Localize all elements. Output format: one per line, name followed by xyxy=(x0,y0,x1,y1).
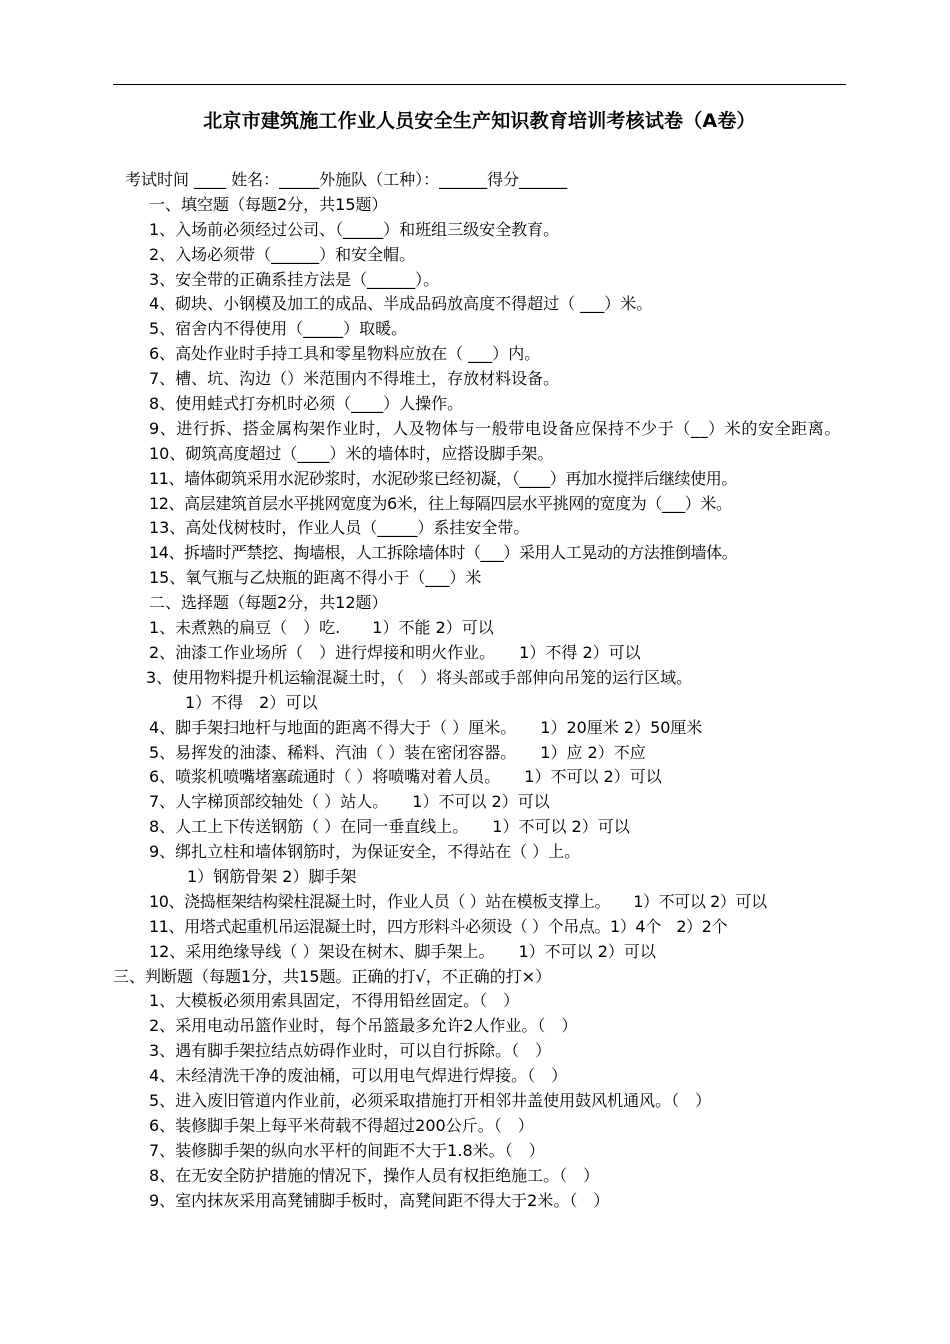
section1-question: 15、氧气瓶与乙炔瓶的距离不得小于（___）米 xyxy=(149,568,482,588)
section2-options: 1）钢筋骨架 2）脚手架 xyxy=(187,866,357,886)
section1-question: 4、砌块、小钢模及加工的成品、半成品码放高度不得超过（ ___）米。 xyxy=(149,294,653,314)
section1-question: 6、高处作业时手持工具和零星物料应放在（ ___）内。 xyxy=(149,344,541,364)
section1-question: 13、高处伐树枝时，作业人员（_____）系挂安全带。 xyxy=(149,518,530,538)
section1-question: 11、墙体砌筑采用水泥砂浆时，水泥砂浆已经初凝，（____）再加水搅拌后继续使用。 xyxy=(149,468,737,488)
section2-options: 1）不得 2）可以 xyxy=(185,692,318,712)
section3-question: 4、未经清洗干净的废油桶，可以用电气焊进行焊接。（ ） xyxy=(149,1066,568,1086)
section1-heading: 一、填空题（每题2分，共15题） xyxy=(149,194,388,214)
section1-question: 8、使用蛙式打夯机时必须（____）人操作。 xyxy=(149,394,464,414)
section2-question: 11、用塔式起重机吊运混凝土时，四方形料斗必须设（ ）个吊点。1）4个 2）2个 xyxy=(149,916,728,936)
section1-question: 3、安全带的正确系挂方法是（______）。 xyxy=(149,269,440,289)
section2-heading: 二、选择题（每题2分，共12题） xyxy=(149,593,388,613)
section2-question: 7、人字梯顶部绞轴处（ ）站人。 1）不可以 2）可以 xyxy=(149,792,550,812)
section3-heading: 三、判断题（每题1分，共15题。正确的打√，不正确的打×） xyxy=(113,966,552,986)
section2-question: 2、油漆工作业场所（ ）进行焊接和明火作业。 1）不得 2）可以 xyxy=(149,642,641,662)
section3-question: 9、室内抹灰采用高凳铺脚手板时，高凳间距不得大于2米。（ ） xyxy=(149,1190,610,1210)
section2-question: 6、喷浆机喷嘴堵塞疏通时（ ）将喷嘴对着人员。 1）不可以 2）可以 xyxy=(149,767,662,787)
section1-question: 14、拆墙时严禁挖、掏墙根，人工拆除墙体时（___）采用人工晃动的方法推倒墙体。 xyxy=(149,543,738,563)
section3-question: 6、装修脚手架上每平米荷载不得超过200公斤。（ ） xyxy=(149,1115,534,1135)
section3-question: 7、装修脚手架的纵向水平杆的间距不大于1.8米。（ ） xyxy=(149,1140,545,1160)
section1-question: 5、宿舍内不得使用（_____）取暖。 xyxy=(149,319,408,339)
section1-question: 7、槽、坑、沟边（）米范围内不得堆土，存放材料设备。 xyxy=(149,369,560,389)
section2-question: 10、浇捣框架结构梁柱混凝土时，作业人员（ ）站在模板支撑上。 1）不可以 2）可以 xyxy=(149,891,767,911)
section1-question: 2、入场必须带（______）和安全帽。 xyxy=(149,244,416,264)
section3-question: 8、在无安全防护措施的情况下，操作人员有权拒绝施工。（ ） xyxy=(149,1165,600,1185)
section1-question: 9、进行拆、搭金属构架作业时，人及物体与一般带电设备应保持不少于（__）米的安全距离。 xyxy=(149,418,841,438)
section2-question: 9、绑扎立柱和墙体钢筋时，为保证安全，不得站在（ ）上。 xyxy=(149,842,581,862)
section1-question: 12、高层建筑首层水平挑网宽度为6米，往上每隔四层水平挑网的宽度为（___）米。 xyxy=(149,493,732,513)
section1-question: 1、入场前必须经过公司、（_____）和班组三级安全教育。 xyxy=(149,219,560,239)
section2-question: 4、脚手架扫地杆与地面的距离不得大于（ ）厘米。 1）20厘米 2）50厘米 xyxy=(149,717,703,737)
top-rule xyxy=(113,84,846,85)
section2-question: 5、易挥发的油漆、稀料、汽油（ ）装在密闭容器。 1）应 2）不应 xyxy=(149,742,646,762)
section3-question: 3、遇有脚手架拉结点妨碍作业时，可以自行拆除。（ ） xyxy=(149,1041,552,1061)
section2-question: 1、未煮熟的扁豆（ ）吃. 1）不能 2）可以 xyxy=(149,618,494,638)
exam-title: 北京市建筑施工作业人员安全生产知识教育培训考核试卷（A卷） xyxy=(203,110,756,132)
section3-question: 2、采用电动吊篮作业时，每个吊篮最多允许2人作业。（ ） xyxy=(149,1016,578,1036)
section3-question: 5、进入废旧管道内作业前，必须采取措施打开相邻井盖使用鼓风机通风。（ ） xyxy=(149,1090,712,1110)
exam-info-line: 考试时间 ____ 姓名：_____外施队（工种）：______得分______ xyxy=(125,170,568,189)
section2-question: 3、使用物料提升机运输混凝土时，（ ）将头部或手部伸向吊笼的运行区域。 xyxy=(146,667,693,687)
exam-body xyxy=(113,168,849,1213)
section2-question: 12、采用绝缘导线（ ）架设在树木、脚手架上。 1）不可以 2）可以 xyxy=(149,941,656,961)
section3-question: 1、大模板必须用索具固定，不得用铅丝固定。（ ） xyxy=(149,991,520,1011)
section2-question: 8、人工上下传送钢筋（ ）在同一垂直线上。 1）不可以 2）可以 xyxy=(149,817,630,837)
section1-question: 10、砌筑高度超过（____）米的墙体时，应搭设脚手架。 xyxy=(149,443,554,463)
